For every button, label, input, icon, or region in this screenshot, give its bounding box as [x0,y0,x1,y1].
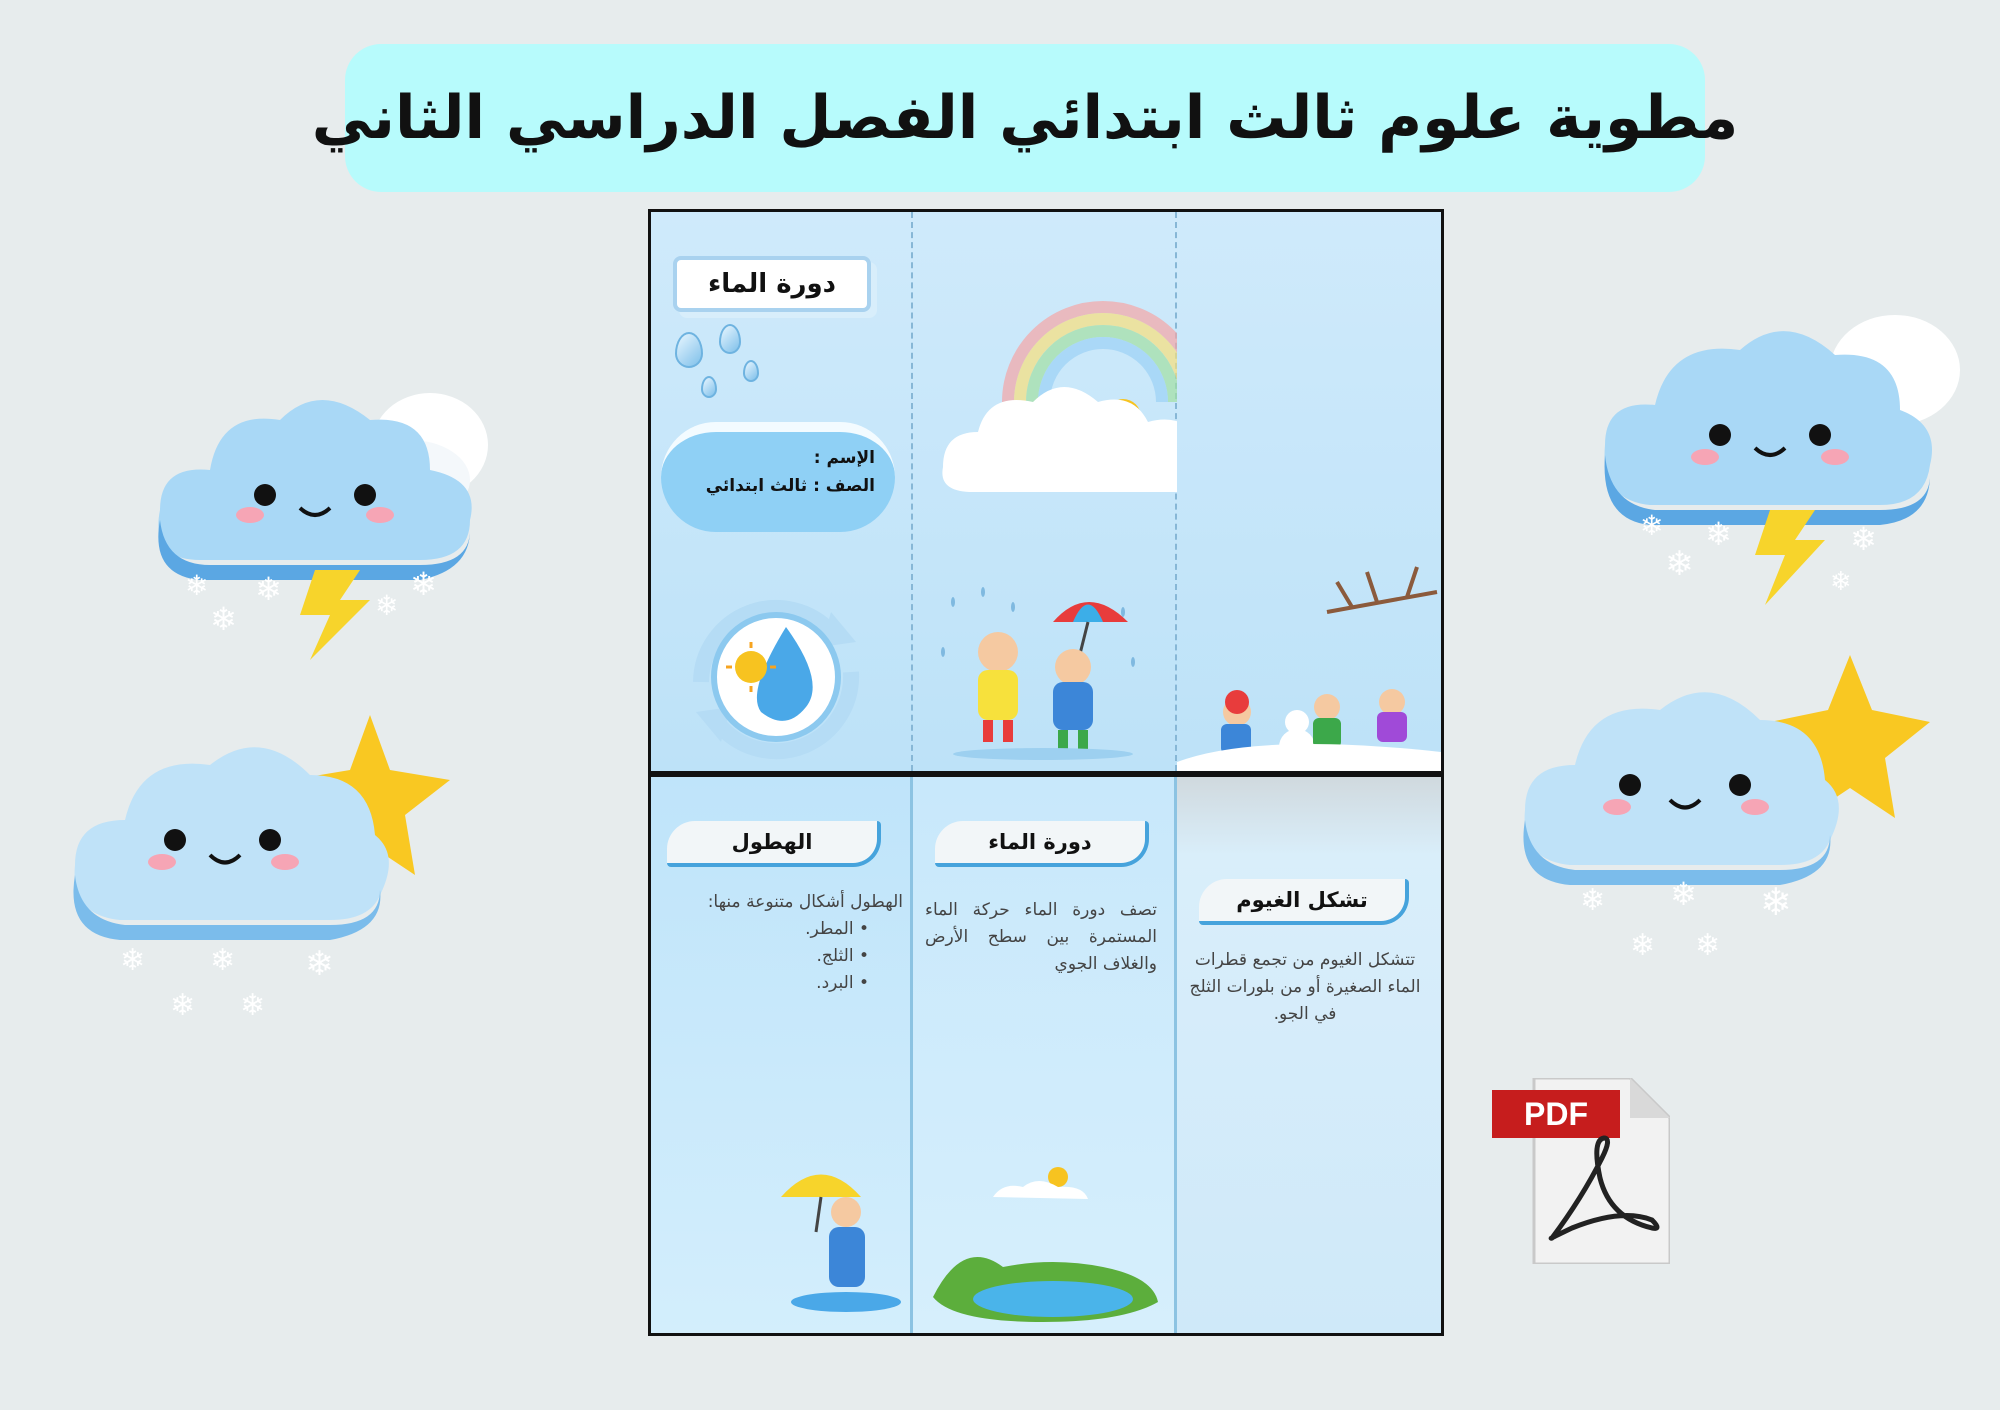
svg-text:❄: ❄ [1630,928,1656,963]
kids-in-rain-icon [933,582,1153,762]
list-item: • البرد. [651,970,869,997]
precipitation-panel [651,777,913,1333]
cover-panel [651,212,913,771]
water-cycle-panel [913,777,1177,1333]
water-cycle-heading: دورة الماء [935,821,1149,867]
precipitation-text [651,889,903,997]
svg-text:❄: ❄ [1760,880,1792,924]
cloud-star-icon [70,705,480,1035]
title-banner [311,44,1739,192]
back-panel-illustration [913,212,1177,771]
cloud-formation-text: تتشكل الغيوم من تجمع قطرات الماء الصغيرة أو من بلورات الثلج في الجو. [1189,950,1421,1024]
pond-icon [923,1157,1163,1327]
brochure-inner-side [651,777,1441,1333]
back-panel-winter [1177,212,1441,771]
water-cycle-icon [681,592,871,762]
cloud-lightning-icon [140,370,510,670]
svg-text:❄: ❄ [410,565,437,603]
precipitation-heading: الهطول [667,821,881,867]
svg-text:❄: ❄ [1850,520,1877,558]
student-info-box [661,422,895,532]
svg-text:❄: ❄ [305,944,334,984]
svg-text:❄: ❄ [1705,515,1732,553]
name-field-label: الإسم : [813,448,875,468]
cover-title: دورة الماء [673,256,871,312]
svg-text:❄: ❄ [185,569,209,602]
cloud-formation-panel [1177,777,1441,1333]
svg-text:❄: ❄ [1695,928,1721,963]
child-umbrella-icon [781,1157,906,1317]
svg-text:❄: ❄ [210,943,236,978]
precipitation-list [651,916,903,997]
svg-text:❄: ❄ [1670,875,1697,913]
svg-text:❄: ❄ [1580,883,1606,918]
water-cycle-text: تصف دورة الماء حركة الماء المستمرة بين سطح الأرض والغلاف الجوي [925,900,1157,974]
winter-scene-icon [1177,562,1441,772]
list-item: • الثلج. [651,943,869,970]
page-title: مطوية علوم ثالث ابتدائي الفصل الدراسي الثاني [311,83,1739,153]
precipitation-intro: الهطول أشكال متنوعة منها: [707,892,903,912]
brochure-outer-side [651,212,1441,771]
svg-text:❄: ❄ [120,943,146,978]
svg-text:❄: ❄ [1640,509,1664,542]
brochure-preview[interactable] [648,209,1444,1336]
cloud-star-icon [1520,650,1940,980]
svg-text:❄: ❄ [1665,544,1694,584]
svg-text:❄: ❄ [375,589,399,622]
cloud-lightning-icon [1600,305,1970,615]
svg-text:❄: ❄ [255,570,282,608]
pdf-badge-label: PDF [1524,1096,1588,1132]
cloud-formation-heading: تشكل الغيوم [1199,879,1409,925]
pdf-file-icon[interactable] [1492,1078,1670,1264]
grade-field-label: الصف : ثالث ابتدائي [705,476,875,496]
svg-text:❄: ❄ [170,988,196,1023]
svg-text:❄: ❄ [1830,567,1852,597]
list-item: • المطر. [651,916,869,943]
svg-text:❄: ❄ [210,600,237,638]
svg-text:❄: ❄ [240,988,266,1023]
